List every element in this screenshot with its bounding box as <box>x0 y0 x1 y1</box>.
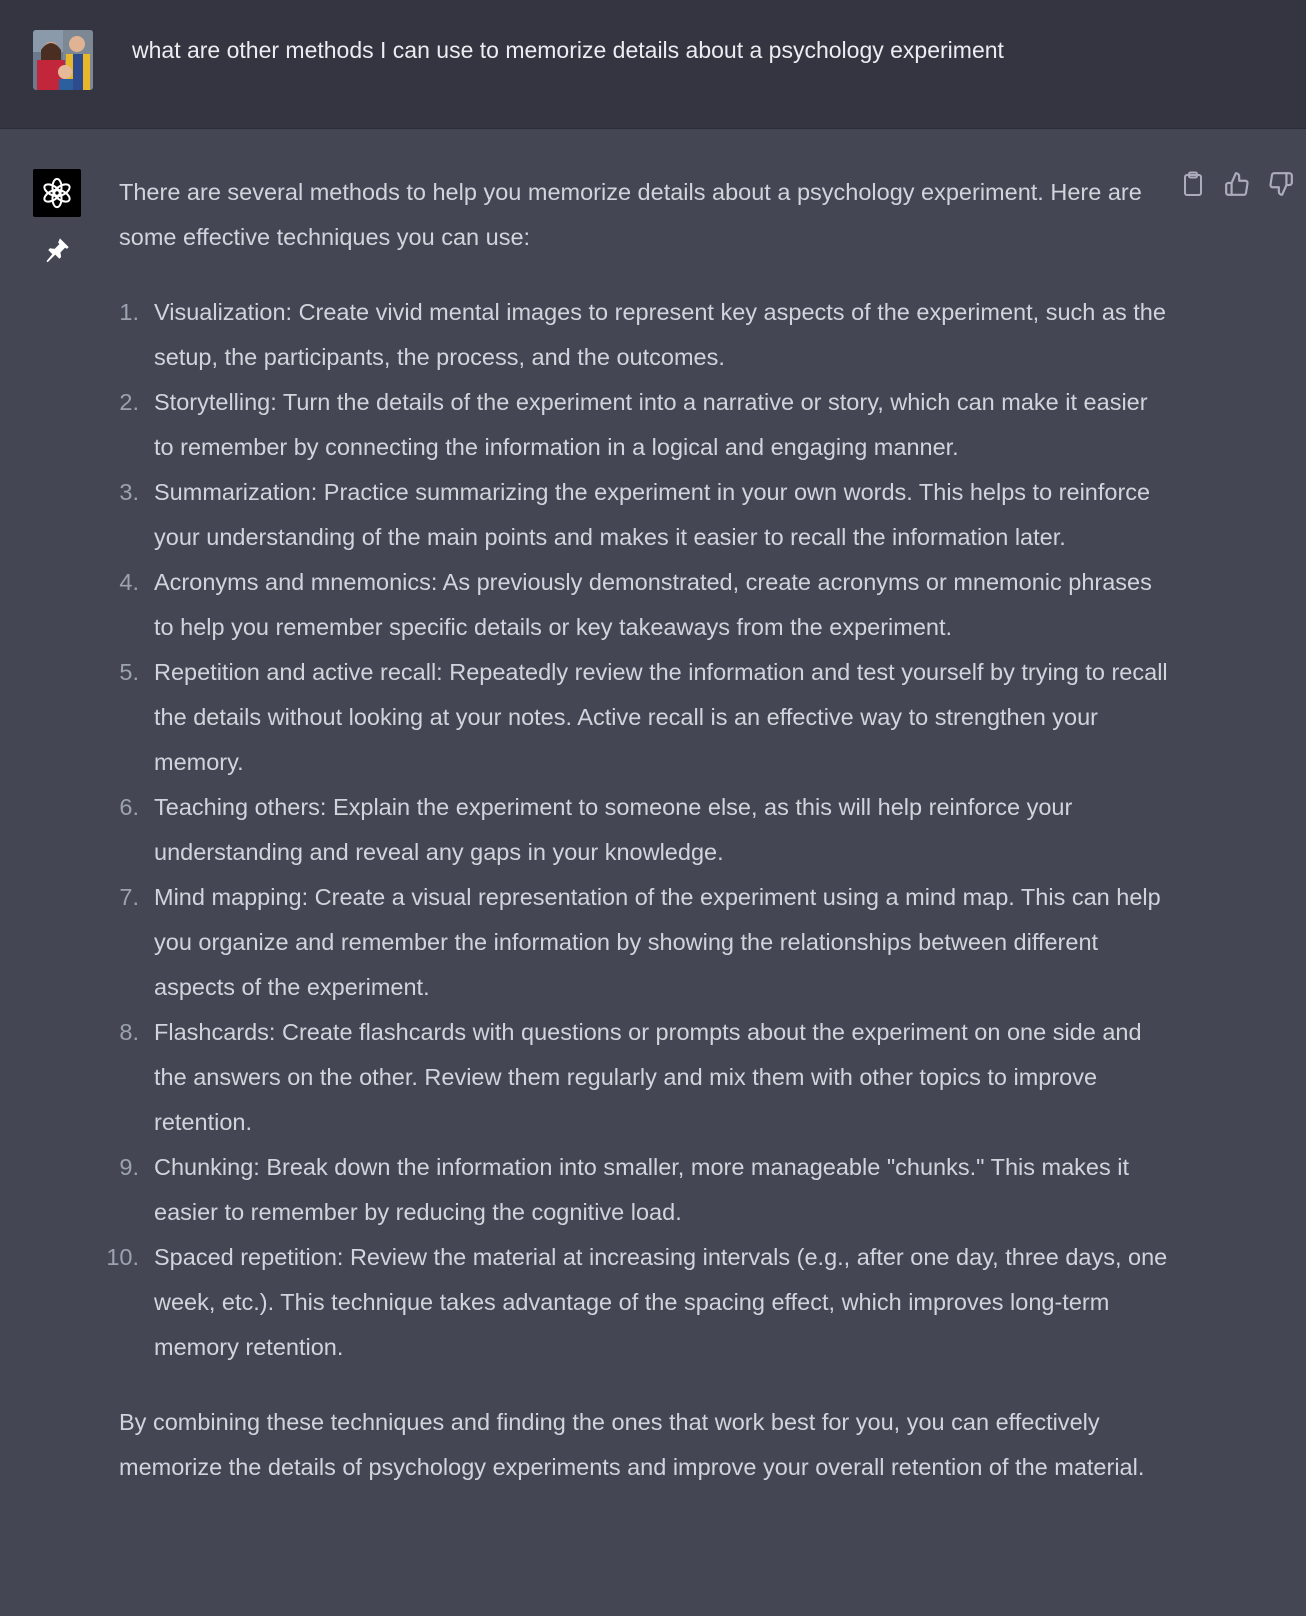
user-avatar <box>33 30 93 90</box>
list-item-text: Storytelling: Turn the details of the experiment into a narrative or story, which can make it easier to remember by connecting the information in a logical and engaging manner. <box>154 389 1148 460</box>
list-number: 7. <box>119 884 139 910</box>
list-number: 6. <box>119 794 139 820</box>
list-number: 10. <box>106 1244 139 1270</box>
list-item-text: Teaching others: Explain the experiment to someone else, as this will help reinforce your understanding and reveal any gaps in your knowledge. <box>154 794 1073 865</box>
thumbs-down-icon[interactable] <box>1268 171 1294 197</box>
list-item <box>119 560 1169 650</box>
intro-paragraph: There are several methods to help you memorize details about a psychology experiment. Here are some effective techniques you can use: <box>119 179 1142 250</box>
assistant-message-row <box>0 129 1306 1616</box>
list-item <box>119 785 1169 875</box>
list-item-text: Summarization: Practice summarizing the experiment in your own words. This helps to reinforce your understanding of the main points and makes it easier to recall the information later. <box>154 479 1151 550</box>
list-number: 5. <box>119 659 139 685</box>
list-number: 8. <box>119 1019 139 1045</box>
list-item-text: Repetition and active recall: Repeatedly review the information and test yourself by trying to recall the details without looking at your notes. Active recall is an effective way to strengthen your memory. <box>154 659 1168 775</box>
user-message-text: what are other methods I can use to memorize details about a psychology experiment <box>132 37 1004 63</box>
list-item <box>119 470 1169 560</box>
list-item <box>119 650 1169 785</box>
list-item-text: Mind mapping: Create a visual representation of the experiment using a mind map. This can help you organize and remember the information by showing the relationships between different aspects of the experiment. <box>154 884 1161 1000</box>
list-item <box>106 1235 1169 1370</box>
list-item <box>119 875 1169 1010</box>
list-item <box>119 1145 1169 1235</box>
list-item-text: Spaced repetition: Review the material at increasing intervals (e.g., after one day, three days, one week, etc.). This technique takes advantage of the spacing effect, which improves long-term memory retention. <box>154 1244 1168 1360</box>
thumbs-up-icon[interactable] <box>1224 171 1250 197</box>
techniques-list <box>106 290 1169 1370</box>
clipboard-icon[interactable] <box>1180 171 1206 197</box>
openai-logo-icon <box>33 169 81 217</box>
list-item-text: Visualization: Create vivid mental images to represent key aspects of the experiment, such as the setup, the participants, the process, and the outcomes. <box>154 299 1166 370</box>
pin-icon[interactable] <box>43 236 71 264</box>
list-item-text: Acronyms and mnemonics: As previously demonstrated, create acronyms or mnemonic phrases to help you remember specific details or key takeaways from the experiment. <box>154 569 1152 640</box>
list-number: 9. <box>119 1154 139 1180</box>
user-message-row <box>0 0 1306 129</box>
list-item <box>119 290 1169 380</box>
list-item <box>119 1010 1169 1145</box>
list-number: 1. <box>119 299 139 325</box>
list-item-text: Chunking: Break down the information into smaller, more manageable "chunks." This makes it easier to remember by reducing the cognitive load. <box>154 1154 1130 1225</box>
list-number: 4. <box>119 569 139 595</box>
conclusion-paragraph: By combining these techniques and finding the ones that work best for you, you can effectively memorize the details of psychology experiments and improve your overall retention of the material. <box>119 1409 1145 1480</box>
list-number: 2. <box>119 389 139 415</box>
list-item <box>119 380 1169 470</box>
assistant-message-content <box>106 170 1169 1490</box>
message-actions <box>1180 171 1294 197</box>
list-item-text: Flashcards: Create flashcards with questions or prompts about the experiment on one side and the answers on the other. Review them regularly and mix them with other topics to improve retention. <box>154 1019 1142 1135</box>
list-number: 3. <box>119 479 139 505</box>
